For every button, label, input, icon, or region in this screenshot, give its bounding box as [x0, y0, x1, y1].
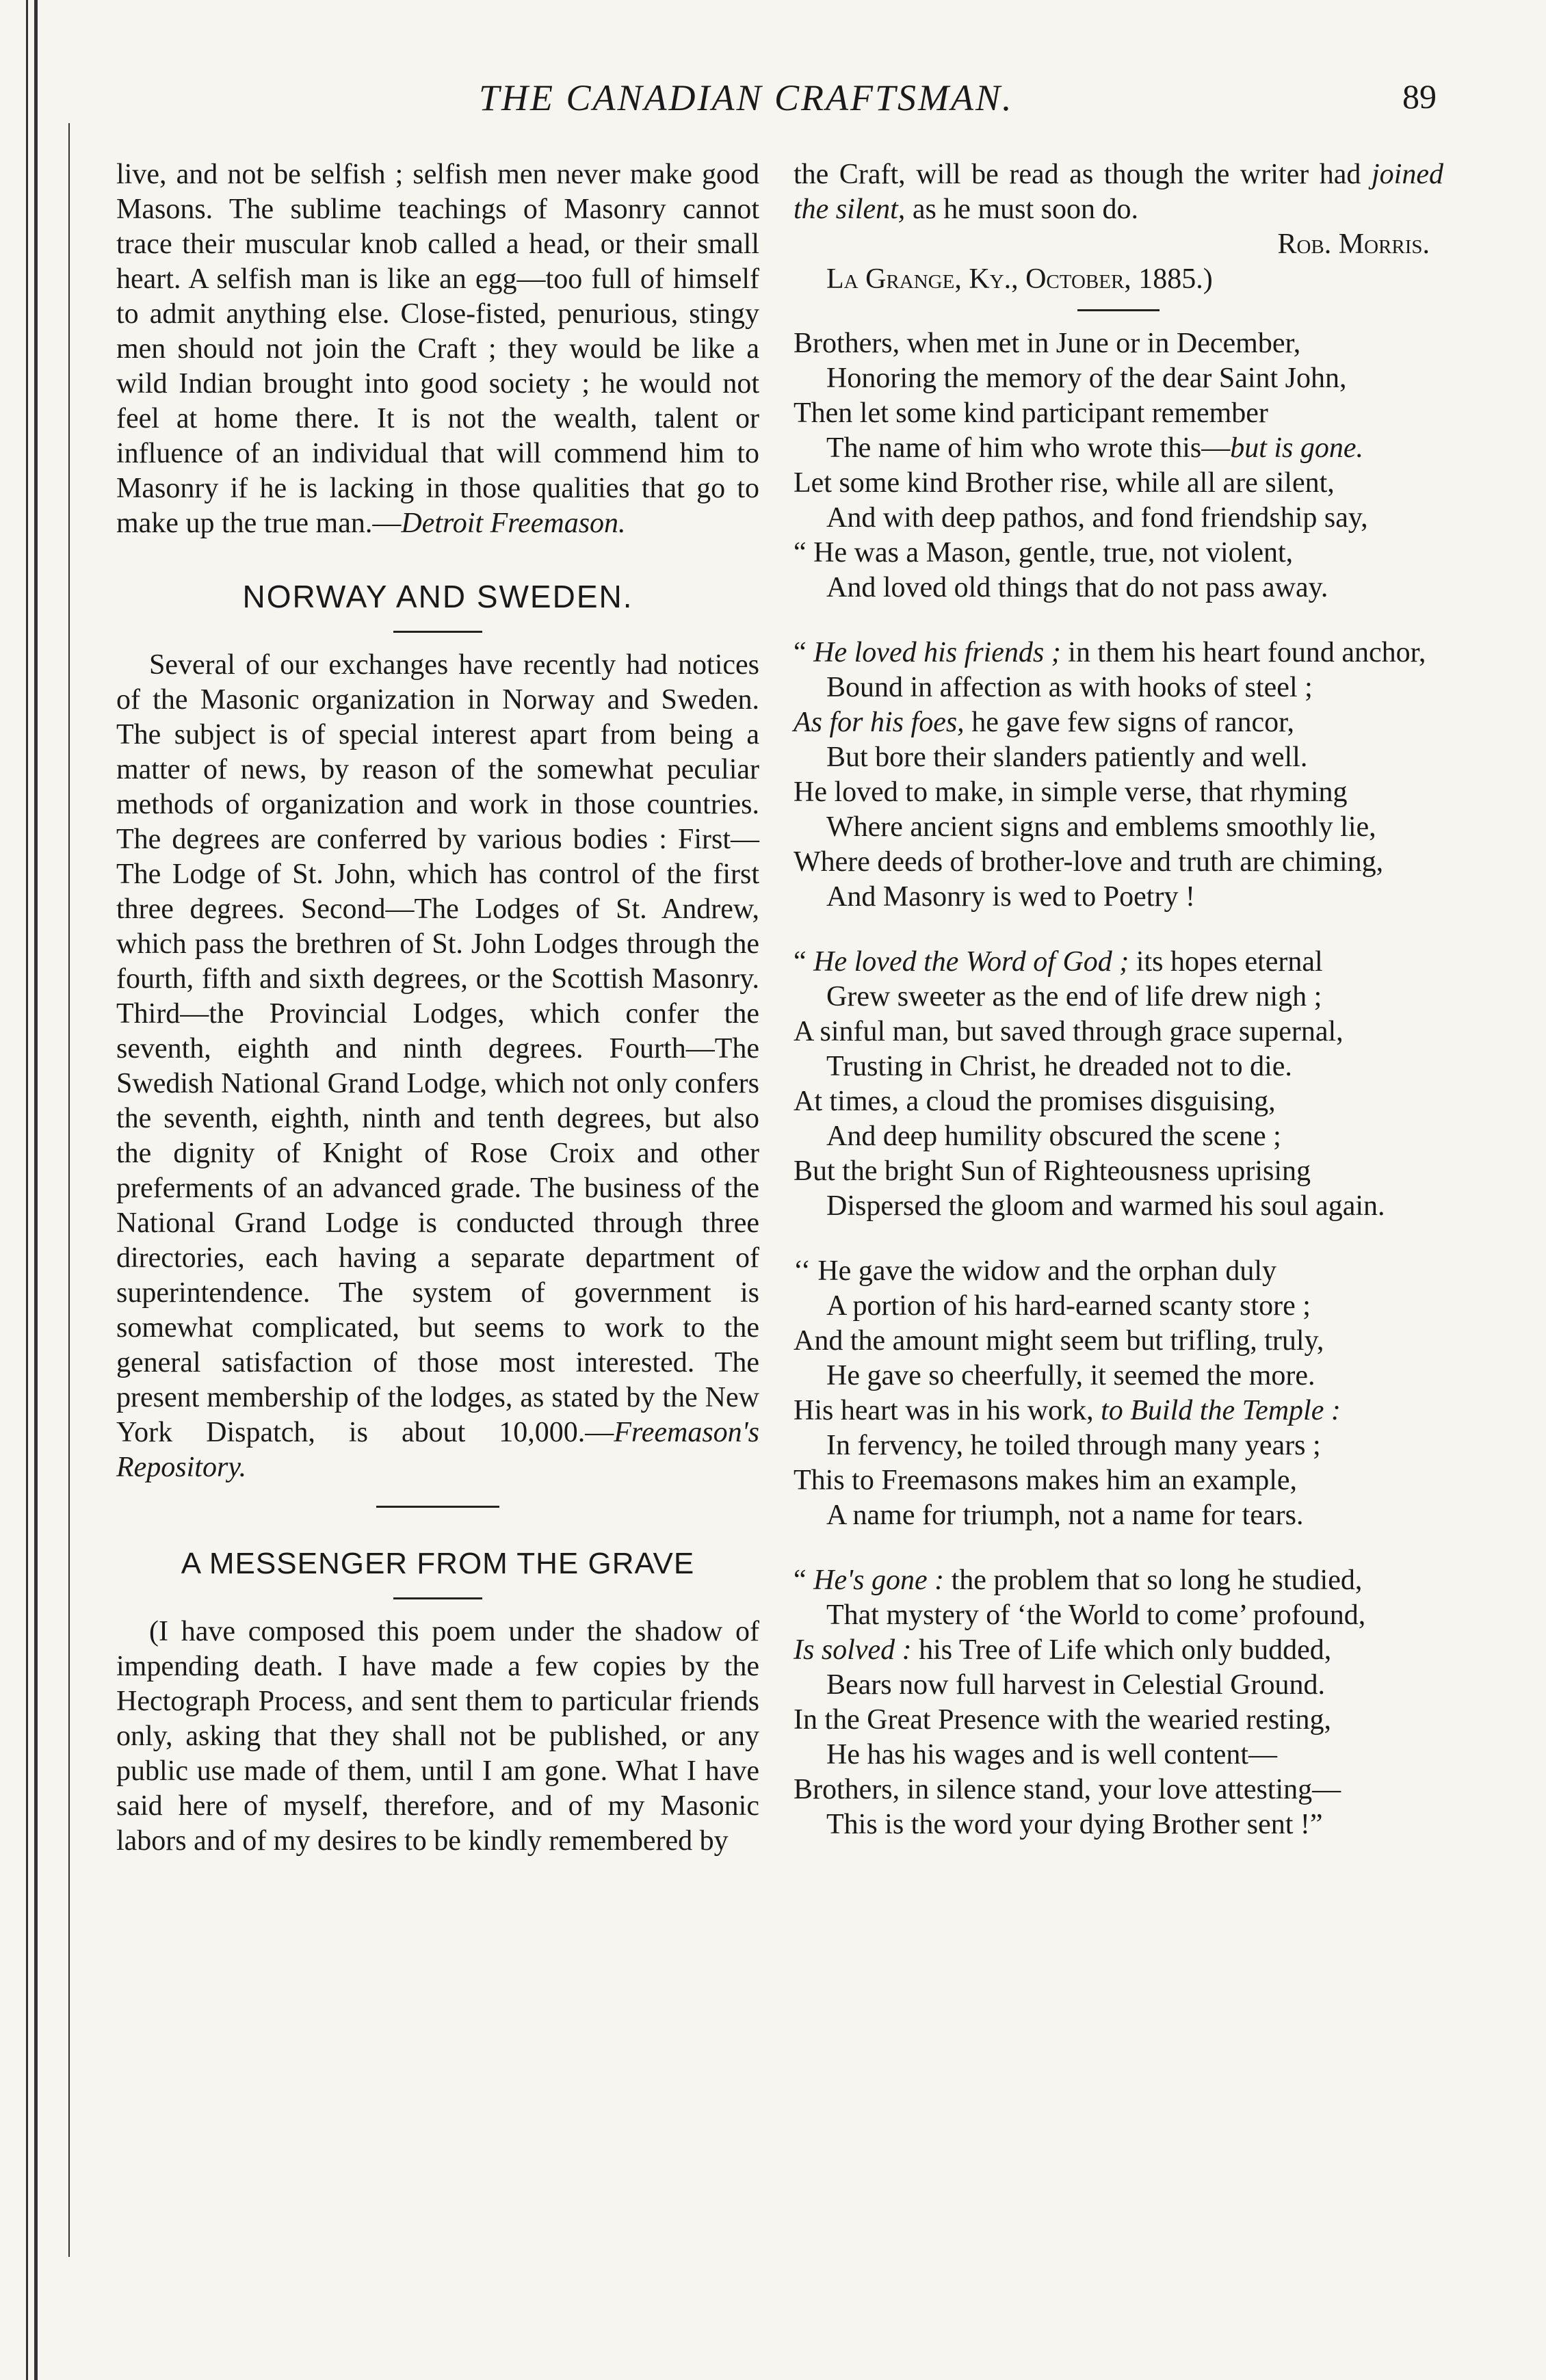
verse-line: The name of him who wrote this—but is gone.: [826, 432, 1364, 464]
article-heading-messenger: A MESSENGER FROM THE GRAVE: [181, 1547, 695, 1580]
verse-line: This is the word your dying Brother sent !”: [826, 1809, 1323, 1840]
poem-stanza-4: [794, 1254, 1443, 1533]
verse-line: He gave so cheerfully, it seemed the more.: [826, 1360, 1315, 1391]
poem-stanza-3: [794, 945, 1443, 1224]
left-column: [116, 157, 759, 1859]
verse-line: Dispersed the gloom and warmed his soul again.: [826, 1190, 1385, 1222]
verse-line: Bound in affection as with hooks of steel ;: [826, 672, 1313, 703]
author-signature: Rob. Morris.: [1277, 228, 1430, 260]
journal-title: THE CANADIAN CRAFTSMAN.: [479, 77, 1014, 118]
verse-line: “ He's gone : the problem that so long he studied,: [794, 1565, 1363, 1596]
verse-line: A name for triumph, not a name for tears.: [826, 1500, 1304, 1531]
poem-introduction-continued: the Craft, will be read as though the writer had joined the silent, as he must soon do.: [794, 159, 1443, 225]
source-credit: Freemason's Repository.: [116, 1417, 759, 1483]
verse-line: A portion of his hard-earned scanty store ;: [826, 1290, 1311, 1322]
heading-rule: [393, 1597, 482, 1599]
verse-line: “ He loved the Word of God ; its hopes eternal: [794, 946, 1323, 978]
page-binding-edge: [0, 0, 75, 2380]
article-heading-norway-sweden: NORWAY AND SWEDEN.: [242, 579, 633, 614]
article-continuation: live, and not be selfish ; selfish men never make good Masons. The sublime teachings of Masonry cannot trace their muscular knob called a head, or their small heart. A selfish man is like an egg—too full of himself to admit anything else. Close-fisted, penurious, stingy men should not join the Craft ; they would be like a wild Indian brought into good society ; he would not feel at home there. It is not the wealth, talent or influence of an individual that will commend him to Masonry if he is lacking in those qualities that go to make up the true man.—Detroit Freemason.: [116, 159, 759, 539]
poem-stanza-1: [794, 326, 1443, 605]
section-divider: [376, 1506, 499, 1508]
verse-line: “ He was a Mason, gentle, true, not violent,: [794, 537, 1294, 568]
verse-line: Grew sweeter as the end of life drew nigh ;: [826, 981, 1322, 1012]
verse-line: And with deep pathos, and fond friendship say,: [826, 502, 1368, 534]
verse-line: Bears now full harvest in Celestial Ground.: [826, 1669, 1326, 1701]
verse-line: He has his wages and is well content—: [826, 1739, 1278, 1770]
verse-line: Honoring the memory of the dear Saint John,: [826, 363, 1347, 394]
verse-line: ‘‘ He gave the widow and the orphan duly: [794, 1255, 1277, 1287]
source-credit: Detroit Freemason.: [401, 508, 626, 539]
place-date: La Grange, Ky., October, 1885.): [826, 263, 1213, 295]
heading-rule: [393, 631, 482, 633]
verse-line: Brothers, when met in June or in December,: [794, 328, 1301, 359]
verse-line: That mystery of ‘the World to come’ profound,: [826, 1599, 1366, 1631]
verse-line: “ He loved his friends ; in them his heart found anchor,: [794, 637, 1426, 668]
verse-line: He loved to make, in simple verse, that rhyming: [794, 776, 1348, 808]
poem-stanza-2: [794, 636, 1443, 915]
verse-line: In fervency, he toiled through many years ;: [826, 1430, 1321, 1461]
poem-introduction: (I have composed this poem under the shadow of impending death. I have made a few copies by the Hectograph Process, and sent them to particular friends only, asking that they shall not be published, or any public use made of them, until I am gone. What I have said here of myself, therefore, and of my Masonic labors and of my desires to be kindly remembered by: [116, 1616, 759, 1857]
verse-line: This to Freemasons makes him an example,: [794, 1465, 1298, 1496]
verse-line: Let some kind Brother rise, while all are silent,: [794, 467, 1335, 499]
right-column: [794, 157, 1443, 1872]
verse-line: Is solved : his Tree of Life which only budded,: [794, 1634, 1332, 1666]
verse-line: But bore their slanders patiently and well.: [826, 742, 1308, 773]
poem-stanza-5: [794, 1563, 1443, 1842]
article-body-norway-sweden: Several of our exchanges have recently had notices of the Masonic organization in Norway and Sweden. The subject is of special interest apart from being a matter of news, by reason of the somewhat peculiar methods of organization and work in those countries. The degrees are conferred by various bodies : First—The Lodge of St. John, which has control of the first three degrees. Second—The Lodges of St. Andrew, which pass the brethren of St. John Lodges through the fourth, fifth and sixth degrees, or the Scottish Masonry. Third—the Provincial Lodges, which confer the seventh, eighth and ninth degrees. Fourth—The Swedish National Grand Lodge, which not only confers the seventh, eighth, ninth and tenth degrees, but also the dignity of Knight of Rose Croix and other preferments of an advanced grade. The business of the National Grand Lodge is conducted through three directories, each having a separate department of superintendence. The system of government is somewhat complicated, but seems to work to the general satisfaction of those most interested. The present membership of the lodges, as stated by the New York Dispatch, is about 10,000.—Freemason's Repository.: [116, 649, 759, 1483]
verse-line: And loved old things that do not pass away.: [826, 572, 1328, 603]
verse-line: But the bright Sun of Righteousness uprising: [794, 1155, 1311, 1187]
verse-line: A sinful man, but saved through grace supernal,: [794, 1016, 1344, 1047]
section-divider: [1077, 309, 1160, 311]
verse-line: Where ancient signs and emblems smoothly lie,: [826, 811, 1376, 843]
verse-line: And Masonry is wed to Poetry !: [826, 881, 1195, 913]
verse-line: In the Great Presence with the wearied resting,: [794, 1704, 1332, 1736]
verse-line: And deep humility obscured the scene ;: [826, 1121, 1281, 1152]
verse-line: Then let some kind participant remember: [794, 397, 1268, 429]
verse-line: As for his foes, he gave few signs of rancor,: [794, 707, 1294, 738]
verse-line: At times, a cloud the promises disguising,: [794, 1086, 1276, 1117]
verse-line: Brothers, in silence stand, your love attesting—: [794, 1774, 1341, 1805]
page-number: 89: [1402, 77, 1437, 116]
running-header: [410, 77, 1437, 131]
verse-line: His heart was in his work, to Build the Temple :: [794, 1395, 1341, 1426]
verse-line: And the amount might seem but trifling, truly,: [794, 1325, 1324, 1357]
verse-line: Trusting in Christ, he dreaded not to die.: [826, 1051, 1292, 1082]
verse-line: Where deeds of brother-love and truth are chiming,: [794, 846, 1384, 878]
